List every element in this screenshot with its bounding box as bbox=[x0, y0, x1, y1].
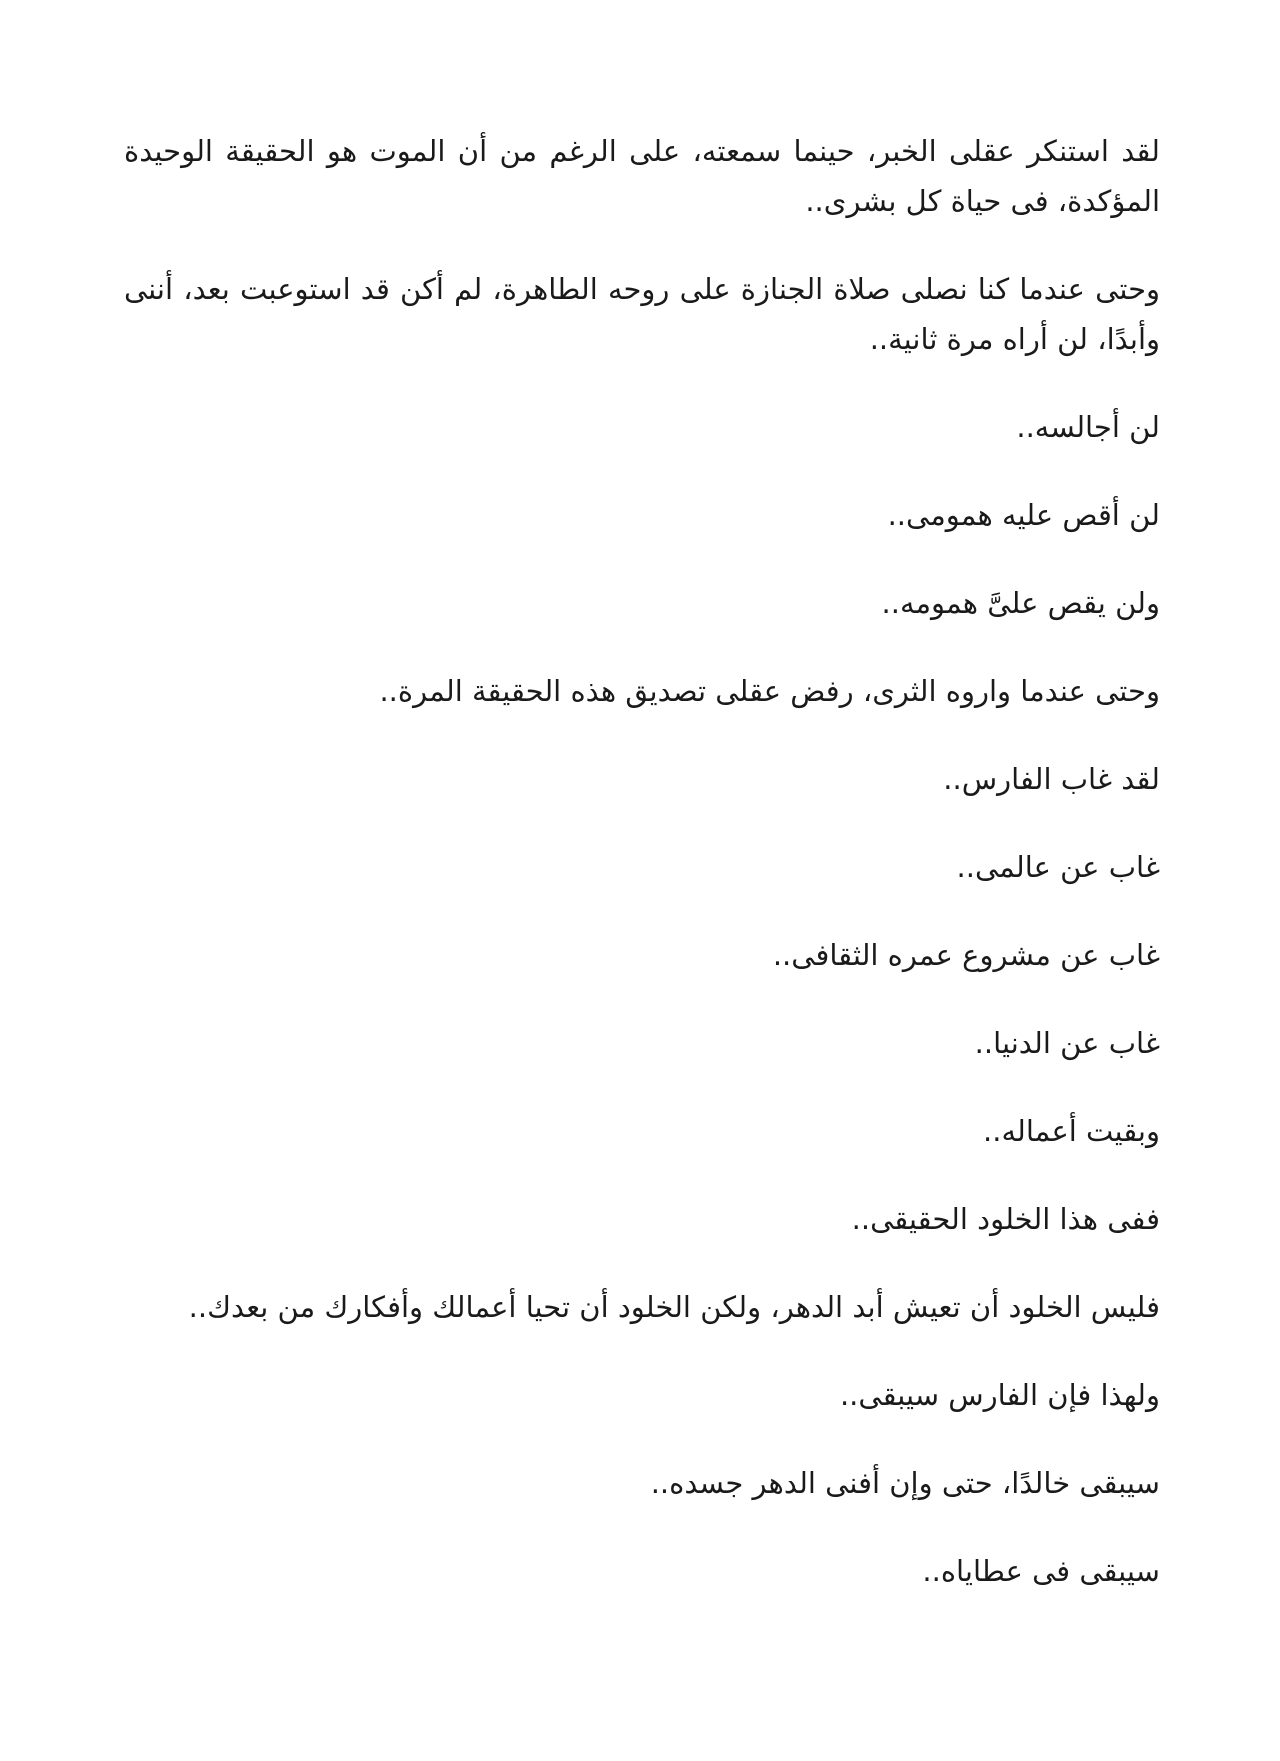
paragraph-2: وحتى عندما كنا نصلى صلاة الجنازة على روحه الطاهرة، لم أكن قد استوعبت بعد، أننى وأبدًا، لن أراه مرة ثانية.. bbox=[124, 272, 1160, 356]
paragraph-11: وبقيت أعماله.. bbox=[983, 1114, 1160, 1148]
paragraph-15: سيبقى خالدًا، حتى وإن أفنى الدهر جسده.. bbox=[650, 1466, 1160, 1500]
body-text bbox=[124, 126, 1160, 1634]
paragraph-10: غاب عن الدنيا.. bbox=[974, 1026, 1160, 1060]
paragraph-6: وحتى عندما واروه الثرى، رفض عقلى تصديق هذه الحقيقة المرة.. bbox=[379, 674, 1160, 708]
paragraph-4: لن أقص عليه همومى.. bbox=[887, 498, 1160, 532]
paragraph-5: ولن يقص علىَّ همومه.. bbox=[881, 586, 1160, 620]
paragraph-12: ففى هذا الخلود الحقيقى.. bbox=[851, 1202, 1160, 1236]
paragraph-7: لقد غاب الفارس.. bbox=[943, 762, 1160, 796]
paragraph-1: لقد استنكر عقلى الخبر، حينما سمعته، على الرغم من أن الموت هو الحقيقة الوحيدة المؤكدة، فى حياة كل بشرى.. bbox=[124, 134, 1160, 218]
paragraph-13: فليس الخلود أن تعيش أبد الدهر، ولكن الخلود أن تحيا أعمالك وأفكارك من بعدك.. bbox=[188, 1290, 1160, 1324]
paragraph-3: لن أجالسه.. bbox=[1016, 410, 1160, 444]
paragraph-9: غاب عن مشروع عمره الثقافى.. bbox=[772, 938, 1160, 972]
paragraph-8: غاب عن عالمى.. bbox=[956, 850, 1160, 884]
paragraph-16: سيبقى فى عطاياه.. bbox=[922, 1554, 1160, 1588]
paragraph-14: ولهذا فإن الفارس سيبقى.. bbox=[839, 1378, 1160, 1412]
